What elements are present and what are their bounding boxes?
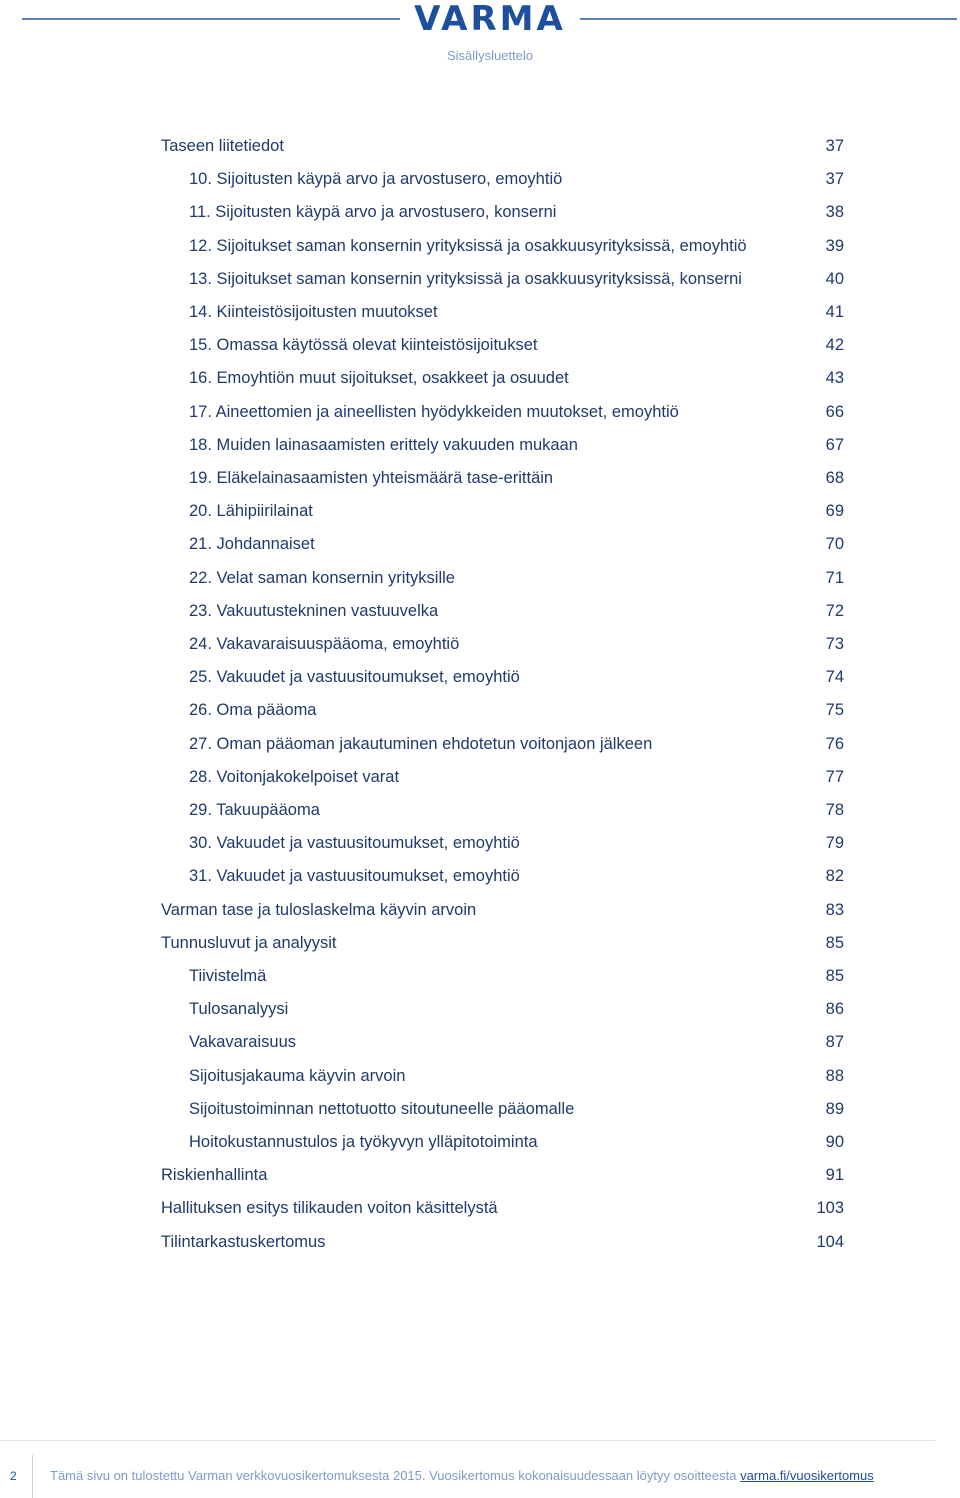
toc-entry-page: 38 [825, 203, 844, 222]
toc-entry-page: 83 [825, 900, 844, 919]
toc-entry-label: 27. Oman pääoman jakautuminen ehdotetun voitonjaon jälkeen [189, 734, 653, 753]
toc-entry[interactable] [0, 163, 960, 196]
toc-entry-page: 70 [825, 535, 844, 554]
toc-entry-label: 20. Lähipiirilainat [189, 502, 313, 521]
toc-entry-page: 73 [825, 635, 844, 653]
toc-entry[interactable] [0, 196, 960, 229]
toc-entry[interactable] [0, 860, 960, 893]
toc-entry[interactable] [0, 993, 960, 1026]
toc-entry-page: 85 [825, 933, 844, 952]
toc-entry-page: 37 [825, 170, 844, 189]
toc-entry[interactable] [0, 1126, 960, 1159]
toc-entry-label: Varman tase ja tuloslaskelma käyvin arvoin [161, 900, 477, 919]
footer-text: Tämä sivu on tulostettu Varman verkkovuosikertomuksesta 2015. Vuosikertomus kokonaisuudessaan löytyy osoitteesta [50, 1468, 741, 1483]
toc-entry-label: 15. Omassa käytössä olevat kiinteistösijoitukset [189, 336, 538, 355]
toc-entry-page: 89 [825, 1099, 844, 1118]
toc-entry-label: Riskienhallinta [161, 1166, 268, 1185]
toc-entry-label: 28. Voitonjakokelpoiset varat [189, 767, 400, 786]
toc-entry-page: 90 [825, 1133, 844, 1151]
toc-entry-label: 17. Aineettomien ja aineellisten hyödykkeiden muutokset, emoyhtiö [189, 402, 679, 421]
toc-entry-label: 25. Vakuudet ja vastuusitoumukset, emoyhtiö [189, 668, 520, 687]
toc-entry-label: Tiivistelmä [189, 967, 267, 985]
toc-entry[interactable] [0, 396, 960, 429]
toc-entry[interactable] [0, 429, 960, 462]
toc-entry-page: 88 [825, 1066, 844, 1085]
toc-entry[interactable] [0, 595, 960, 628]
toc-entry-label: 22. Velat saman konsernin yrityksille [189, 568, 455, 587]
toc-entry-page: 78 [825, 801, 844, 819]
toc-entry-label: Hoitokustannustulos ja työkyvyn ylläpitotoiminta [189, 1133, 538, 1151]
toc-entry-page: 39 [825, 236, 844, 255]
toc-entry-label: Tulosanalyysi [189, 1000, 289, 1019]
toc-entry-page: 82 [825, 867, 844, 886]
toc-entry-page: 79 [825, 834, 844, 853]
toc-entry-label: 24. Vakavaraisuuspääoma, emoyhtiö [189, 635, 460, 653]
toc-entry-page: 71 [825, 568, 844, 587]
varma-logo[interactable]: VARMA [414, 0, 566, 39]
toc-entry-page: 86 [825, 1000, 844, 1019]
toc-entry-label: Tilintarkastuskertomus [161, 1232, 326, 1251]
toc-entry-page: 91 [825, 1166, 844, 1185]
toc-entry[interactable] [0, 960, 960, 993]
toc-entry-label: 26. Oma pääoma [189, 701, 317, 720]
toc-entry-page: 43 [825, 369, 844, 388]
toc-entry[interactable] [0, 230, 960, 263]
toc-entry-page: 75 [825, 701, 844, 720]
toc-entry-label: 31. Vakuudet ja vastuusitoumukset, emoyhtiö [189, 867, 520, 886]
toc-entry-page: 41 [825, 303, 844, 321]
page-number: 2 [10, 1469, 17, 1483]
toc-entry[interactable] [0, 296, 960, 329]
footer-note [50, 1468, 874, 1483]
toc-entry[interactable] [0, 827, 960, 860]
toc-entry-page: 42 [825, 336, 844, 355]
footer-divider [0, 1440, 935, 1441]
header-rule-right [580, 18, 957, 20]
annual-report-link[interactable]: varma.fi/vuosikertomus [740, 1468, 874, 1483]
toc-entry[interactable] [0, 1093, 960, 1126]
toc-entry-label: 14. Kiinteistösijoitusten muutokset [189, 303, 438, 321]
toc-entry[interactable] [0, 130, 960, 163]
toc-entry-label: 29. Takuupääoma [189, 801, 320, 819]
toc-entry-page: 74 [825, 668, 844, 687]
toc-entry-label: 10. Sijoitusten käypä arvo ja arvostusero, emoyhtiö [189, 170, 563, 189]
toc-entry-label: Taseen liitetiedot [161, 137, 284, 155]
toc-entry[interactable] [0, 329, 960, 362]
toc-entry-label: Vakavaraisuus [189, 1033, 297, 1052]
toc-entry-page: 76 [825, 734, 844, 753]
toc-entry[interactable] [0, 628, 960, 661]
toc-entry-page: 37 [825, 137, 844, 155]
toc-entry[interactable] [0, 263, 960, 296]
toc-entry[interactable] [0, 1226, 960, 1259]
toc-entry-label: Sijoitusjakauma käyvin arvoin [189, 1066, 406, 1085]
toc-entry[interactable] [0, 661, 960, 694]
toc-entry[interactable] [0, 728, 960, 761]
toc-entry-label: 21. Johdannaiset [189, 535, 315, 554]
toc-entry-page: 68 [825, 469, 844, 487]
toc-entry[interactable] [0, 462, 960, 495]
toc-entry-label: 16. Emoyhtiön muut sijoitukset, osakkeet ja osuudet [189, 369, 569, 388]
toc-entry-page: 40 [825, 269, 844, 288]
toc-entry[interactable] [0, 1159, 960, 1192]
toc-entry[interactable] [0, 562, 960, 595]
toc-entry-page: 69 [825, 502, 844, 521]
toc-entry[interactable] [0, 1026, 960, 1059]
toc-entry[interactable] [0, 694, 960, 727]
toc-entry-label: Sijoitustoiminnan nettotuotto sitoutuneelle pääomalle [189, 1099, 575, 1118]
toc-entry-page: 67 [825, 435, 844, 454]
toc-entry-label: 19. Eläkelainasaamisten yhteismäärä tase-erittäin [189, 469, 554, 487]
toc-entry[interactable] [0, 495, 960, 528]
toc-entry-page: 85 [825, 967, 844, 985]
toc-entry[interactable] [0, 894, 960, 927]
toc-entry-page: 104 [816, 1232, 844, 1251]
toc-entry-page: 66 [825, 402, 844, 421]
toc-entry-page: 77 [825, 767, 844, 786]
toc-entry-label: 13. Sijoitukset saman konsernin yrityksissä ja osakkuusyrityksissä, konserni [189, 269, 742, 288]
toc-entry[interactable] [0, 1060, 960, 1093]
toc-entry-label: 18. Muiden lainasaamisten erittely vakuuden mukaan [189, 435, 578, 454]
header-rule-left [22, 18, 400, 20]
toc-entry-label: 23. Vakuutustekninen vastuuvelka [189, 601, 439, 620]
toc-entry-label: Tunnusluvut ja analyysit [161, 933, 337, 952]
toc-entry-page: 87 [825, 1033, 844, 1052]
toc-entry-label: 11. Sijoitusten käypä arvo ja arvostusero, konserni [189, 203, 557, 222]
toc-entry-page: 72 [825, 601, 844, 620]
toc-entry-page: 103 [816, 1199, 844, 1218]
toc-entry[interactable] [0, 362, 960, 395]
toc-entry[interactable] [0, 1192, 960, 1225]
toc-entry-label: 12. Sijoitukset saman konsernin yrityksissä ja osakkuusyrityksissä, emoyhtiö [189, 236, 747, 255]
toc-entry[interactable] [0, 528, 960, 561]
section-title: Sisällysluettelo [447, 48, 533, 63]
toc-entry-label: 30. Vakuudet ja vastuusitoumukset, emoyhtiö [189, 834, 520, 853]
toc-entry-label: Hallituksen esitys tilikauden voiton käsittelystä [161, 1199, 498, 1218]
toc-entry[interactable] [0, 794, 960, 827]
toc-entry[interactable] [0, 927, 960, 960]
toc-entry[interactable] [0, 761, 960, 794]
